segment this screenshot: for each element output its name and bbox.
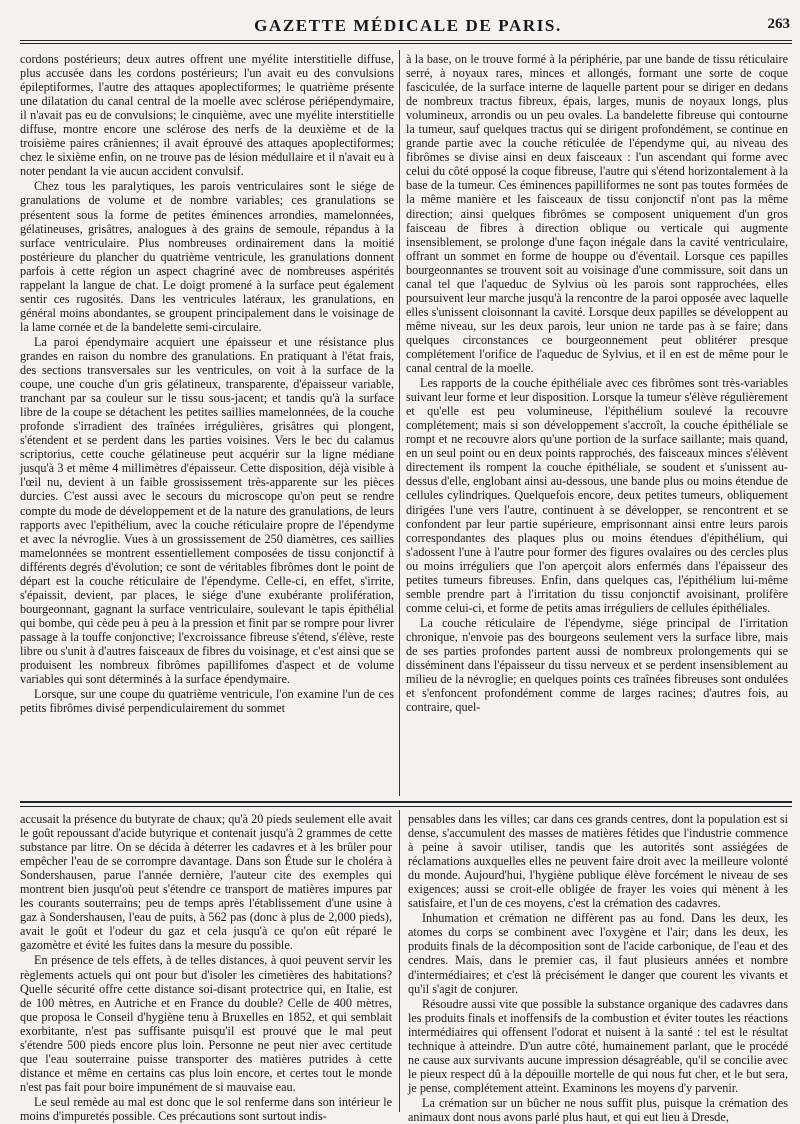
upper-right-column	[406, 52, 788, 797]
lower-right-column	[408, 812, 788, 1124]
lower-left-column	[20, 812, 392, 1123]
column-divider	[399, 810, 400, 1112]
paragraph: à la base, on le trouve formé à la périphérie, par une bande de tissu réticulaire serré, à noyaux rares, minces et allongés, formant une sorte de coque fasciculée, de la surface interne de laquelle partent pour se diriger en dedans de nombreux tractus fibreux, épais, larges, munis de noyaux longs, plus volumineux, arrondis ou un peu ovales. La bandelette fibreuse qui contourne la tumeur, sauf quelques tractus qui se dirigent profondément, se continue en grande partie avec la couche réticulée de l'épendyme qui, au niveau des fibrômes se divise ainsi en deux faisceaux : l'un ascendant qui forme avec celui du côté opposé la coque fibreuse, l'autre qui s'étend horizontalement à la base de la tumeur. Ces éminences papilliformes ne sont pas toutes formées de la même manière et les faisceaux de tissu conjonctif n'ont pas la même direction; ainsi quelques fibrômes se composent uniquement d'un gros faisceau de fibres à direction oblique ou verticale qui augmente insensiblement, se prolonge d'une façon inégale dans la cavité ventriculaire, offrant un sommet en forme de houppe ou d'éventail. Lorsque ces papilles bourgeonnantes se trouvent soit au voisinage d'une commissure, soit dans un canal tel que l'aqueduc de Sylvius où les parois sont rapprochées, elles poursuivent leur marche jusqu'à la rencontre de la paroi opposée avec laquelle elles s'unissent cloisonnant la cavité. Lorsque deux papilles se développent au même niveau, sur les deux parois, leur union ne tarde pas à se faire; dans quelques circonstances ce bourgeonnement peut oblitérer presque complétement l'orifice de l'aqueduc de Sylvius, et il en est de même pour le canal central de la moelle.	[406, 52, 788, 376]
section-rule	[20, 801, 792, 803]
paragraph: Les rapports de la couche épithéliale avec ces fibrômes sont très-variables suivant leur forme et leur disposition. Lorsque la tumeur s'élève régulièrement et qu'elle est peu volumineuse, l'épithélium soulevé la recouvre complétement; mais si son développement s'accroît, la couche épithéliale se rompt et ne recouvre alors qu'une portion de la surface saillante; mais quand, en un seul point ou en deux points rapprochés, des faisceaux minces s'élèvent directement ils rompent la couche épithéliale, se soudent et s'unissent au-dessus d'elle, englobant ainsi au-dessous, une bande plus ou moins étendue de cellules cylindriques. Quelquefois encore, deux petites tumeurs, obliquement dirigées l'une vers l'autre, continuent à se développer, se rencontrent et se confondent par leur partie supérieure, emprisonnant ainsi entre leurs parois correspondantes des plaques plus ou moins étendues d'épithélium, qui s'adossent l'une à l'autre pour former des figures ovalaires ou des cercles plus ou moins irréguliers que l'on aperçoit alors enfermés dans l'épaisseur des petites tumeurs fibreuses. Enfin, dans quelques cas, l'épithélium lui-même semble prendre part à l'irritation du tissu conjonctif avoisinant, prolifère comme celui-ci, et forme de petits amas irréguliers de cellules épithéliales.	[406, 376, 788, 615]
header-rule	[20, 40, 792, 41]
journal-title: GAZETTE MÉDICALE DE PARIS.	[254, 16, 562, 35]
column-divider	[399, 50, 400, 796]
paragraph: En présence de tels effets, à de telles distances, à quoi peuvent servir les règlements actuels qui ont pour but d'isoler les cimetières des habitations? Quelle sécurité offre cette distance soi-disant protectrice qui, en Italie, est de 100 mètres, en Autriche et en France du double? Celle de 400 mètres, que proposa le Conseil d'hygiène tenu à Bruxelles en 1852, et qui semblait exorbitante, n'est pas suffisante puisqu'il est prouvé que le mal peut s'étendre 500 pieds encore plus loin. Personne ne peut nier avec certitude que l'eau souterraine puisse transporter des matières putrides à cette distance et même en certains cas plus loin encore, et certes tout le monde n'est pas fait pour boire impunément de si mauvaise eau.	[20, 953, 392, 1094]
header-rule-thin	[20, 43, 792, 44]
paragraph: Le seul remède au mal est donc que le sol renferme dans son intérieur le moins d'impuretés possible. Ces précautions sont surtout indis-	[20, 1094, 392, 1123]
section-rule-thin	[20, 806, 792, 807]
page-header	[20, 14, 796, 40]
paragraph: La couche réticulaire de l'épendyme, siége principal de l'irritation chronique, n'envoie pas des bourgeons seulement vers la surface libre, mais de ses parties profondes partent aussi de nombreux prolongements qui se disséminent dans l'épaisseur du tissu nerveux et se perdent insensiblement au milieu de la névroglie; en quelques points ces traînées fibreuses sont ondulées et s'enfoncent profondément comme de larges racines; d'autres fois, au contraire, quel-	[406, 615, 788, 715]
paragraph: cordons postérieurs; deux autres offrent une myélite interstitielle diffuse, plus accusée dans les cordons postérieurs; l'un avait eu des convulsions épileptiformes, l'autre des attaques apoplectiformes; le quatrième présente une dilatation du canal central de la moelle avec sclérose périépendymaire, il n'avait pas eu de convulsions; le cinquième, avec une myélite interstitielle diffuse, montre encore une sclérose des nerfs de la deuxième et de la troisième paires crâniennes; il avait éprouvé des attaques apoplectiformes; chez le sixième enfin, on ne trouve pas de lésion médullaire et il n'avait eu à noter pendant la vie aucun accident convulsif.	[20, 52, 394, 179]
paragraph: Résoudre aussi vite que possible la substance organique des cadavres dans les produits finals et inoffensifs de la combustion et éviter toutes les réactions intermédiaires qui offensent l'odorat et nuisent à la santé : tel est le résultat technique à atteindre. D'un autre côté, humainement parlant, que le procédé ne cause aux survivants aucune impression désagréable, qu'il se concilie avec le pieux respect dû à la dépouille mortelle de qui nous fut cher, et le but sera, je pense, complétement atteint. Examinons les moyens d'y parvenir.	[408, 996, 788, 1095]
upper-left-column	[20, 52, 394, 797]
paragraph: Inhumation et crémation ne diffèrent pas au fond. Dans les deux, les atomes du corps se combinent avec l'oxygène et l'air; dans les deux, les produits finals de la décomposition sont de l'acide carbonique, de l'eau et des cendres. Mais, dans le premier cas, il faut plusieurs années et nombre d'intermédiaires; et c'est là précisément le danger que courent les vivants et qu'il s'agit de conjurer.	[408, 911, 788, 996]
paragraph: Chez tous les paralytiques, les parois ventriculaires sont le siége de granulations de volume et de nombre variables; ces granulations se présentent sous la forme de petites éminences arrondies, mamelonnées, gélatineuses, grisâtres, analogues à des grains de semoule, répandus à la surface ventriculaire. Plus nombreuses ordinairement dans la moitié postérieure du plancher du quatrième ventricule, les granulations donnent parfois à cette région un aspect chagriné avec de nombreuses aspérités rappelant la langue de chat. Le doigt promené à la surface peut également sentir ces rugosités. Dans les ventricules latéraux, les granulations, en général moins abondantes, se groupent principalement dans le voisinage de la lame cornée et de la bandelette semi-circulaire.	[20, 179, 394, 334]
paragraph: Lorsque, sur une coupe du quatrième ventricule, l'on examine l'un de ces petits fibrômes divisé perpendiculairement du sommet	[20, 687, 394, 716]
page-number: 263	[767, 16, 790, 32]
paragraph: La paroi épendymaire acquiert une épaisseur et une résistance plus grandes en raison du nombre des granulations. En pratiquant à l'état frais, des sections transversales sur les ventricules, on voit à la surface de la coupe, une couche d'un gris gélatineux, transparente, d'épaisseur variable, tranchant par sa couleur sur le tissu sous-jacent; et tandis qu'à la surface libre de la coupe se détachent les petites saillies mamelonnées, de la couche profonde s'irradient des traînées irrégulières, grisâtres qui plongent, s'étendent et se perdent dans les parties voisines. Vers le bec du calamus scriptorius, cette couche gélatineuse peut acquérir sur la ligne médiane jusqu'à 3 et même 4 millimètres d'épaisseur. Cette disposition, déjà visible à l'œil nu, devient à un faible grossissement très-apparente sur les pièces durcies. C'est aussi avec le secours du microscope qu'on peut se rendre compte du mode de développement et de la nature des granulations, de leurs rapports avec l'epithélium, avec la couche réticulaire propre de l'épendyme et avec la névroglie. Vues à un grossissement de 250 diamètres, ces saillies mamelonnées se montrent essentiellement composées de tissu conjonctif à différents degrés d'évolution; ce sont de véritables fibrômes dont le point de départ est la couche réticulaire de l'épendyme. Celle-ci, en effet, s'irrite, s'épaissit, devient, par places, le siége d'une exubérante prolifération, bourgeonnant, gagnant la surface ventriculaire, soulevant le tapis épithélial qui bombe, qui cède peu à peu à la pression et finit par se rompre pour livrer passage à la touffe conjonctive; l'excroissance fibreuse s'étend, s'élève, reste libre ou s'unit à d'autres faisceaux de fibres du voisinage, et c'est ainsi que se produisent les nombreux fibrômes papillifomes d'aspect et de volume variables qui sont déterminés à la surface épendymaire.	[20, 334, 394, 687]
paragraph: pensables dans les villes; car dans ces grands centres, dont la population est si dense, s'accumulent des masses de matières fétides que l'industrie commence à peine à savoir utiliser, tandis que les autorités sont assiégées de réclamations auxquelles elles ne peuvent faire droit avec la meilleure volonté du monde. Aujourd'hui, l'hygiène publique élève forcément le niveau de ses exigences; aussi se croit-elle obligée de frayer les voies qui mènent à les satisfaire, et l'un de ces moyens, c'est la crémation des cadavres.	[408, 812, 788, 911]
paragraph: accusait la présence du butyrate de chaux; qu'à 20 pieds seulement elle avait le goût repoussant d'acide butyrique et contenait jusqu'à 2 grammes de cette substance par litre. On se décida à déterrer les cadavres et à les brûler pour empêcher l'eau de se corrompre davantage. Dans son Étude sur le choléra à Sondershausen, parue l'année dernière, l'auteur cite des exemples qui montrent bien jusqu'où peut s'étendre ce transport de matières impures par les courants souterrains; peu de temps après l'établissement d'une usine à gaz à Sondershausen, l'eau de puits, à 562 pas (donc à plus de 2,000 pieds), avait le goût et l'odeur du gaz et cela jusqu'à ce qu'on eût réparé le gazomètre et évité les fuites dans la mesure du possible.	[20, 812, 392, 953]
paragraph: La crémation sur un bûcher ne nous suffit plus, puisque la crémation des animaux dont nous avons parlé plus haut, et qui eut lieu à Dresde,	[408, 1095, 788, 1124]
